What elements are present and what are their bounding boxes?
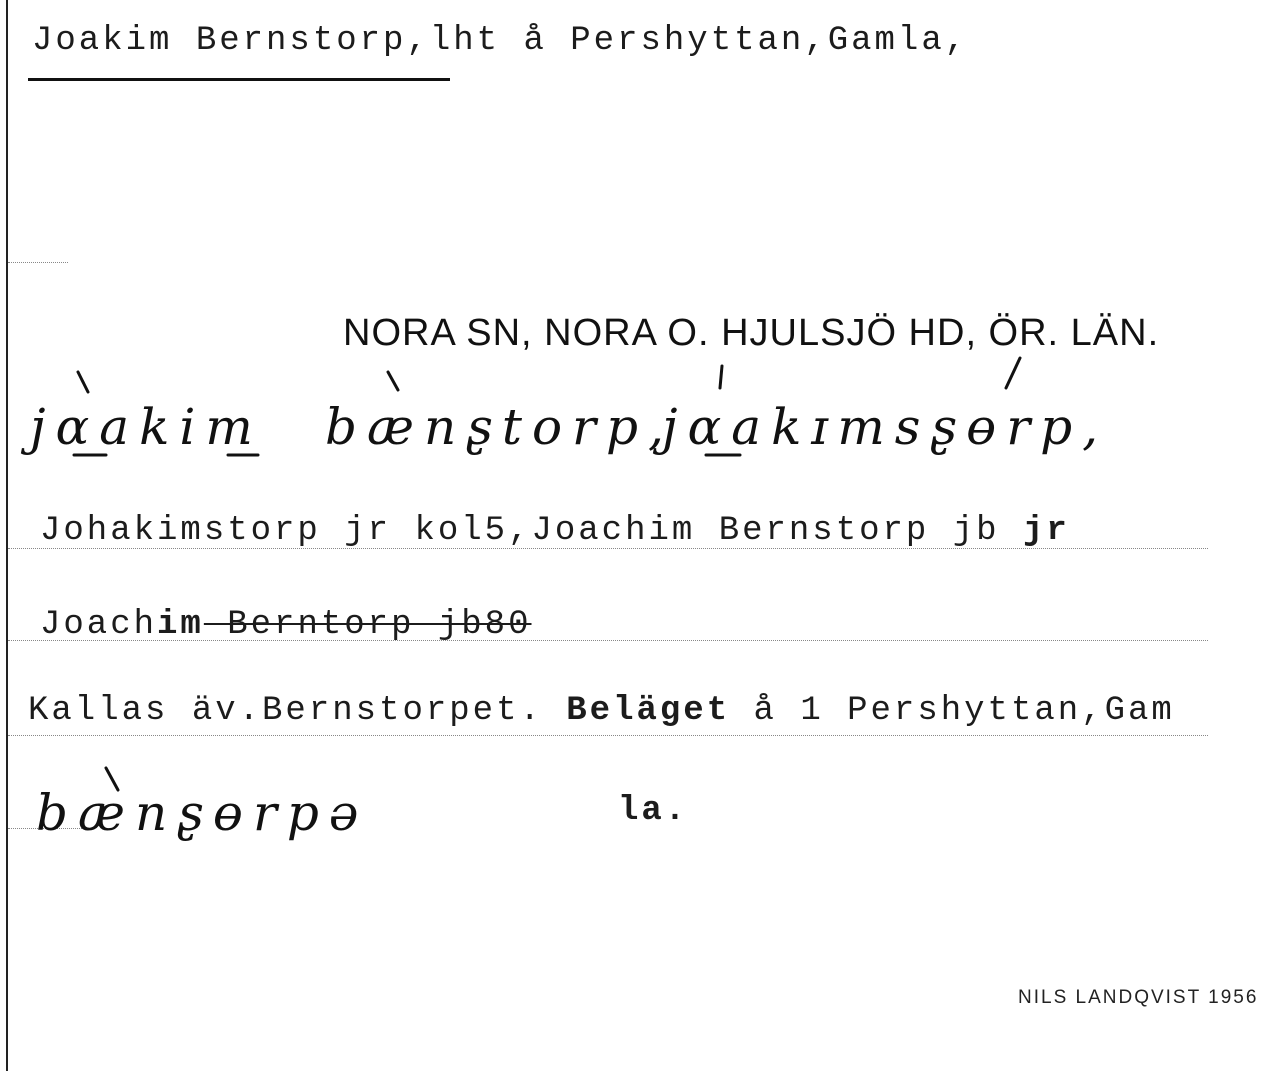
record-1-text: Johakimstorp jr kol5,Joachim Bernstorp jb bbox=[40, 512, 1000, 550]
heading-rest: ,lht å Pershyttan,Gamla, bbox=[406, 22, 969, 60]
phonetic-word-1: jɑakim bbox=[30, 398, 263, 456]
record-1-bold: jr bbox=[1022, 512, 1070, 550]
record-2-post: Berntorp jb80 bbox=[203, 606, 532, 644]
note-bold: Beläget bbox=[566, 692, 731, 730]
accent-mark bbox=[106, 768, 118, 790]
phonetic-word-3: jɑakɪmsʂɵrp, bbox=[662, 398, 1109, 456]
parish-line: NORA SN, NORA O. HJULSJÖ HD, ÖR. LÄN. bbox=[343, 312, 1160, 354]
accent-mark bbox=[720, 366, 722, 388]
phonetic-word-4: bænʂɵrpə bbox=[36, 784, 369, 842]
collector-footer: NILS LANDQVIST 1956 bbox=[1018, 987, 1259, 1008]
reference-label: la. bbox=[618, 792, 689, 830]
phonetic-word-2: bænʂtorp, bbox=[325, 398, 674, 456]
note-post: å 1 Pershyttan,Gam bbox=[730, 692, 1175, 730]
note-pre: Kallas äv.Bernstorpet. bbox=[28, 692, 567, 730]
record-2-pre: Joach bbox=[40, 606, 158, 644]
accent-mark bbox=[1006, 358, 1020, 388]
accent-mark bbox=[388, 372, 398, 390]
accent-mark bbox=[78, 372, 88, 392]
heading-name: Joakim Bernstorp bbox=[32, 22, 407, 60]
record-2-bold: im bbox=[157, 606, 204, 644]
